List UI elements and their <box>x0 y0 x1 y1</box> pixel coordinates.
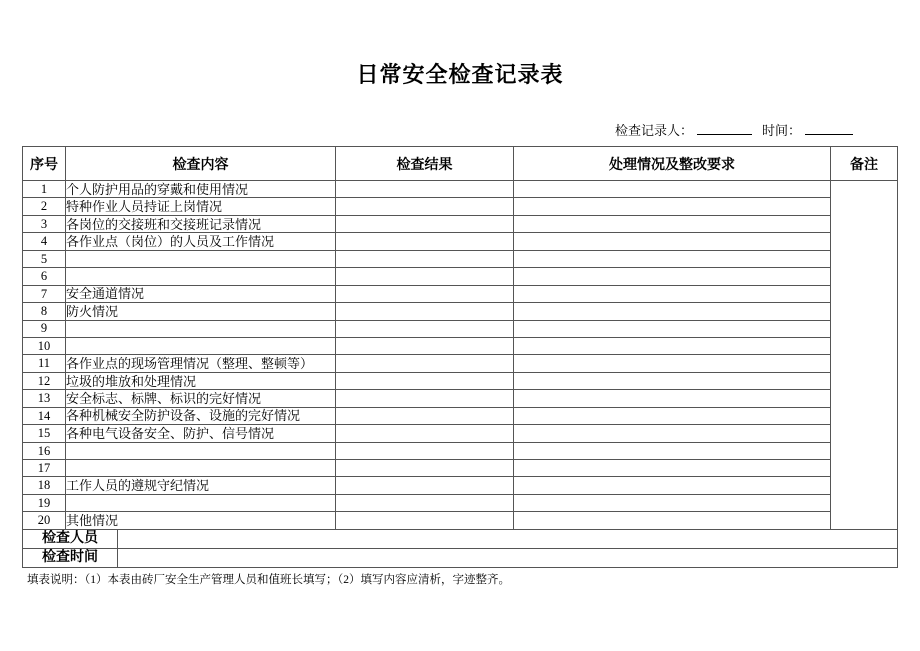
table-row <box>23 355 898 372</box>
inspection-result-cell[interactable] <box>336 477 514 494</box>
inspection-content: 防火情况 <box>66 303 336 320</box>
table-row <box>23 442 898 459</box>
handling-rectification-cell[interactable] <box>514 181 831 198</box>
handling-rectification-cell[interactable] <box>514 442 831 459</box>
header-handling-rectification: 处理情况及整改要求 <box>514 147 831 181</box>
inspection-result-cell[interactable] <box>336 181 514 198</box>
inspection-content <box>66 494 336 511</box>
handling-rectification-cell[interactable] <box>514 233 831 250</box>
handling-rectification-cell[interactable] <box>514 355 831 372</box>
inspection-content: 各种机械安全防护设备、设施的完好情况 <box>66 407 336 424</box>
inspection-content <box>66 442 336 459</box>
table-row <box>23 407 898 424</box>
inspection-content: 各作业点（岗位）的人员及工作情况 <box>66 233 336 250</box>
handling-rectification-cell[interactable] <box>514 268 831 285</box>
table-row <box>23 215 898 232</box>
header-inspection-content: 检查内容 <box>66 147 336 181</box>
remarks-cell[interactable] <box>831 181 898 530</box>
row-number: 18 <box>23 477 66 494</box>
time-blank[interactable] <box>805 122 853 135</box>
handling-rectification-cell[interactable] <box>514 285 831 302</box>
recorder-label: 检查记录人： <box>614 123 693 138</box>
inspection-content <box>66 320 336 337</box>
table-row <box>23 320 898 337</box>
inspection-result-cell[interactable] <box>336 250 514 267</box>
inspection-result-cell[interactable] <box>336 355 514 372</box>
table-row <box>23 477 898 494</box>
table-row <box>23 337 898 354</box>
inspection-result-cell[interactable] <box>336 425 514 442</box>
row-number: 17 <box>23 460 66 477</box>
handling-rectification-cell[interactable] <box>514 303 831 320</box>
inspection-result-cell[interactable] <box>336 372 514 389</box>
inspection-result-cell[interactable] <box>336 233 514 250</box>
row-number: 14 <box>23 407 66 424</box>
header-inspection-result: 检查结果 <box>336 147 514 181</box>
inspection-result-cell[interactable] <box>336 215 514 232</box>
handling-rectification-cell[interactable] <box>514 512 831 529</box>
handling-rectification-cell[interactable] <box>514 337 831 354</box>
page-title: 日常安全检查记录表 <box>356 62 564 87</box>
table-row <box>23 303 898 320</box>
inspection-content <box>66 250 336 267</box>
inspection-result-cell[interactable] <box>336 337 514 354</box>
row-number: 13 <box>23 390 66 407</box>
row-number: 15 <box>23 425 66 442</box>
row-number: 20 <box>23 512 66 529</box>
row-number: 10 <box>23 337 66 354</box>
handling-rectification-cell[interactable] <box>514 477 831 494</box>
inspection-content: 垃圾的堆放和处理情况 <box>66 372 336 389</box>
handling-rectification-cell[interactable] <box>514 215 831 232</box>
footer-row-value-cell[interactable] <box>118 548 898 567</box>
inspection-content: 各作业点的现场管理情况（整理、整顿等） <box>66 355 336 372</box>
row-number: 3 <box>23 215 66 232</box>
table-row <box>23 268 898 285</box>
footer-row-label: 检查时间 <box>23 548 118 567</box>
inspection-result-cell[interactable] <box>336 407 514 424</box>
inspection-result-cell[interactable] <box>336 390 514 407</box>
handling-rectification-cell[interactable] <box>514 250 831 267</box>
fill-instructions: 填表说明：（1）本表由砖厂安全生产管理人员和值班长填写；（2）填写内容应清析，字迹整齐。 <box>27 574 510 586</box>
table-header-row <box>23 147 898 181</box>
handling-rectification-cell[interactable] <box>514 494 831 511</box>
table-row <box>23 181 898 198</box>
table-row <box>23 425 898 442</box>
row-number: 19 <box>23 494 66 511</box>
inspection-content: 安全标志、标牌、标识的完好情况 <box>66 390 336 407</box>
row-number: 1 <box>23 181 66 198</box>
inspection-result-cell[interactable] <box>336 494 514 511</box>
row-number: 12 <box>23 372 66 389</box>
inspection-content <box>66 460 336 477</box>
inspection-result-cell[interactable] <box>336 442 514 459</box>
row-number: 4 <box>23 233 66 250</box>
table-row <box>23 460 898 477</box>
table-row <box>23 372 898 389</box>
inspection-result-cell[interactable] <box>336 285 514 302</box>
inspection-content <box>66 337 336 354</box>
handling-rectification-cell[interactable] <box>514 372 831 389</box>
row-number: 7 <box>23 285 66 302</box>
inspection-result-cell[interactable] <box>336 198 514 215</box>
inspection-content: 各岗位的交接班和交接班记录情况 <box>66 215 336 232</box>
header-seq-no: 序号 <box>23 147 66 181</box>
row-number: 9 <box>23 320 66 337</box>
handling-rectification-cell[interactable] <box>514 425 831 442</box>
inspection-content: 各种电气设备安全、防护、信号情况 <box>66 425 336 442</box>
handling-rectification-cell[interactable] <box>514 198 831 215</box>
handling-rectification-cell[interactable] <box>514 460 831 477</box>
inspection-result-cell[interactable] <box>336 303 514 320</box>
table-header <box>23 147 898 181</box>
inspection-table <box>22 146 898 568</box>
row-number: 8 <box>23 303 66 320</box>
handling-rectification-cell[interactable] <box>514 390 831 407</box>
table-row <box>23 285 898 302</box>
handling-rectification-cell[interactable] <box>514 320 831 337</box>
inspection-content: 工作人员的遵规守纪情况 <box>66 477 336 494</box>
inspection-content <box>66 268 336 285</box>
table-footer-row <box>23 548 898 567</box>
row-number: 16 <box>23 442 66 459</box>
row-number: 11 <box>23 355 66 372</box>
table-footer-row <box>23 529 898 548</box>
table-row <box>23 512 898 529</box>
inspection-content: 其他情况 <box>66 512 336 529</box>
handling-rectification-cell[interactable] <box>514 407 831 424</box>
row-number: 5 <box>23 250 66 267</box>
table-row <box>23 233 898 250</box>
time-label: 时间： <box>761 123 801 138</box>
table-body <box>23 181 898 568</box>
inspection-result-cell[interactable] <box>336 320 514 337</box>
table-row <box>23 250 898 267</box>
recorder-name-blank[interactable] <box>697 122 752 135</box>
inspection-result-cell[interactable] <box>336 512 514 529</box>
inspection-content: 个人防护用品的穿戴和使用情况 <box>66 181 336 198</box>
recorder-line <box>615 120 857 139</box>
inspection-result-cell[interactable] <box>336 268 514 285</box>
table-row <box>23 390 898 407</box>
inspection-result-cell[interactable] <box>336 460 514 477</box>
footer-row-value-cell[interactable] <box>118 529 898 548</box>
footer-row-label: 检查人员 <box>23 529 118 548</box>
table-row <box>23 494 898 511</box>
row-number: 2 <box>23 198 66 215</box>
table-row <box>23 198 898 215</box>
row-number: 6 <box>23 268 66 285</box>
header-remarks: 备注 <box>831 147 898 181</box>
inspection-content: 安全通道情况 <box>66 285 336 302</box>
inspection-content: 特种作业人员持证上岗情况 <box>66 198 336 215</box>
